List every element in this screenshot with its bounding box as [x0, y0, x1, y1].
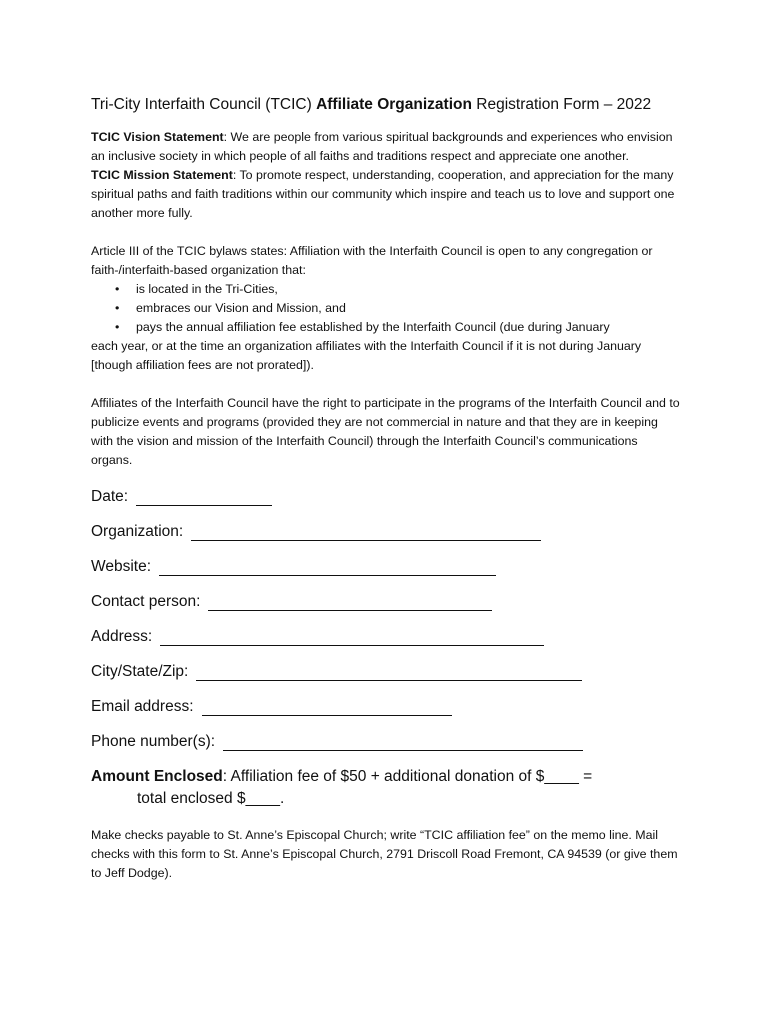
mission-label: TCIC Mission Statement	[91, 168, 233, 182]
contact-field[interactable]	[208, 591, 492, 611]
phone-row	[91, 731, 681, 766]
organization-row	[91, 521, 681, 556]
affiliate-rights: Affiliates of the Interfaith Council have the right to participate in the programs of the Interfaith Council and to publicize events and programs (provided they are not commercial in nature and that they are in keeping with the vision and mission of the Interfaith Council) through the Interfaith Council’s communications organs.	[91, 396, 680, 467]
website-label: Website:	[91, 558, 152, 575]
list-item: • pays the annual affiliation fee established by the Interfaith Council (due during January	[91, 318, 681, 337]
title-bold: Affiliate Organization	[316, 96, 472, 113]
list-item: • is located in the Tri-Cities,	[91, 280, 681, 299]
form-page	[91, 94, 681, 883]
date-row	[91, 486, 681, 521]
amount-label: Amount Enclosed	[91, 768, 223, 785]
date-field[interactable]	[136, 486, 272, 506]
amount-enclosed	[91, 766, 681, 810]
organization-label: Organization:	[91, 523, 184, 540]
address-field[interactable]	[160, 626, 544, 646]
phone-label: Phone number(s):	[91, 733, 216, 750]
vision-text: : We are people from various spiritual backgrounds and experiences who envision an inclusive society in which people of all faiths and traditions respect and appreciate one another.	[91, 130, 673, 163]
address-row	[91, 626, 681, 661]
date-label: Date:	[91, 488, 129, 505]
form-title	[91, 94, 681, 116]
vision-statement	[91, 128, 681, 166]
website-field[interactable]	[159, 556, 496, 576]
amount-line-2: total enclosed $____.	[137, 790, 285, 807]
title-suffix: Registration Form – 2022	[471, 96, 652, 113]
mission-text: : To promote respect, understanding, cooperation, and appreciation for the many spiritual paths and faith traditions within our community which inspire and teach us to love and support one another more fully.	[91, 168, 675, 220]
payment-instructions: Make checks payable to St. Anne’s Episcopal Church; write “TCIC affiliation fee” on the memo line. Mail checks with this form to St. Anne’s Episcopal Church, 2791 Driscoll Road Fremont, CA 94539 (or give them to Jeff Dodge).	[91, 828, 678, 880]
amount-text: : Affiliation fee of $50 + additional donation of $____ =	[222, 768, 593, 785]
list-item: • embraces our Vision and Mission, and	[91, 299, 681, 318]
contact-row	[91, 591, 681, 626]
phone-field[interactable]	[223, 731, 583, 751]
email-row	[91, 696, 681, 731]
article-bullets	[91, 280, 681, 337]
city-label: City/State/Zip:	[91, 663, 189, 680]
amount-line-1	[91, 766, 681, 788]
email-field[interactable]	[202, 696, 452, 716]
title-prefix: Tri-City Interfaith Council (TCIC)	[91, 96, 317, 113]
article-intro: Article III of the TCIC bylaws states: Affiliation with the Interfaith Council is open to any congregation or faith-/interfaith-based organization that:	[91, 244, 653, 277]
bullet-icon: •	[115, 320, 120, 334]
city-field[interactable]	[196, 661, 582, 681]
mission-statement	[91, 166, 681, 223]
vision-label: TCIC Vision Statement	[91, 130, 224, 144]
bullet-icon: •	[115, 301, 120, 315]
address-label: Address:	[91, 628, 153, 645]
contact-label: Contact person:	[91, 593, 201, 610]
website-row	[91, 556, 681, 591]
bullet-icon: •	[115, 282, 120, 296]
form-fields	[91, 486, 681, 766]
organization-field[interactable]	[191, 521, 541, 541]
article-continued: each year, or at the time an organization affiliates with the Interfaith Council if it is not during January [though affiliation fees are not prorated]).	[91, 339, 642, 372]
city-row	[91, 661, 681, 696]
email-label: Email address:	[91, 698, 194, 715]
